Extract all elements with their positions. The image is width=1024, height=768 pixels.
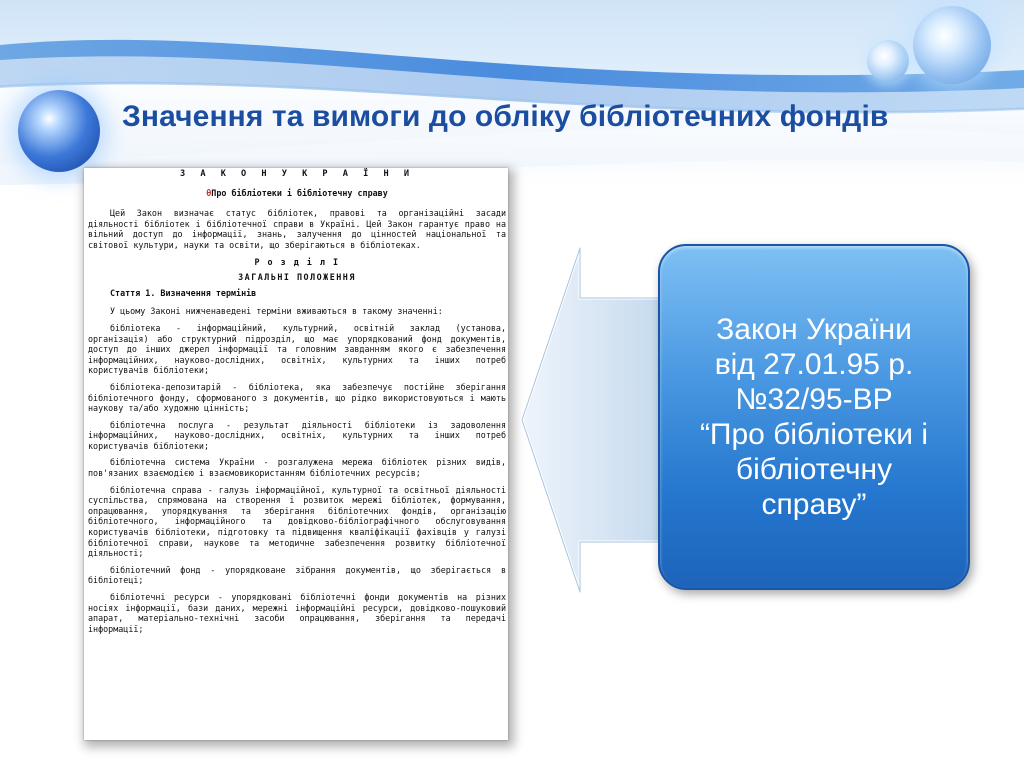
document-title: З А К О Н У К Р А Ї Н И: [180, 169, 414, 179]
document-paragraph: У цьому Законі нижченаведені терміни вживаються в такому значенні:: [110, 306, 443, 317]
decorative-sphere-small: [867, 40, 909, 82]
document-paragraph: бібліотечна послуга - результат діяльності бібліотеки із задоволення інформаційних, науково-дослідних, освітніх, культурних та інших потреб користувачів бібліотеки;: [88, 419, 506, 451]
document-paragraph: бібліотечний фонд - упорядковане зібрання документів, що зберігається в бібліотеці;: [88, 564, 506, 586]
callout-line: справу”: [761, 488, 867, 521]
document-paragraph: бібліотечна справа - галузь інформаційної, культурної та освітньої діяльності суспільства, спрямована на створення і розвиток мережі бібліотек, формування, опрацювання, упорядкування та зберігання бібліотечних фондів, організацію бібліотечного, інформаційного та довідково-бібліографічного обслуговування користувачів бібліотеки, підготовку та підвищення кваліфікації фахівців у галузі бібліотечної справи, наукове та методичне забезпечення розвитку бібліотечної діяльності;: [88, 484, 506, 559]
callout-arrow: [508, 240, 668, 600]
document-paragraph: бібліотечна система України - розгалужена мережа бібліотек різних видів, пов'язаних взаємодією і взаємовикористанням бібліотечних ресурсів;: [88, 457, 506, 479]
slide-title: Значення та вимоги до обліку бібліотечних фондів: [122, 100, 889, 133]
callout-line: Закон України: [716, 313, 912, 346]
callout-line: “Про бібліотеки і: [699, 418, 929, 451]
callout-line: бібліотечну: [735, 453, 893, 486]
decorative-sphere-medium: [913, 6, 991, 84]
law-document-scan: [84, 168, 508, 740]
document-article: Стаття 1. Визначення термінів: [110, 287, 257, 298]
decorative-sphere-large: [18, 90, 100, 172]
document-paragraph: бібліотека - інформаційний, культурний, освітній заклад (установа, організація) або структурний підрозділ, що має упорядкований фонд документів, доступ до інших джерел інформації та головним завданням якого є забезпечення інформаційних, науково-дослідних, освітніх, культурних та інших потреб користувачів бібліотеки;: [88, 322, 506, 376]
header-background: [0, 0, 1024, 185]
callout-line: №32/95-ВР: [735, 383, 893, 416]
document-subtitle-line: [88, 188, 506, 199]
law-document-text: [88, 168, 506, 640]
callout-line: від 27.01.95 р.: [714, 348, 914, 381]
document-subtitle-mark: θ: [206, 187, 212, 198]
document-subtitle: Про бібліотеки і бібліотечну справу: [211, 187, 388, 198]
law-reference-callout: [658, 244, 970, 590]
document-intro: Цей Закон визначає статус бібліотек, правові та організаційні засади діяльності бібліотек і бібліотечної справи в Україні. Цей Закон гарантує право на вільний доступ до інформації, знань, залучення до цінностей національної та світової культури, науки та освіти, що зберігаються в бібліотеках.: [88, 208, 506, 250]
document-paragraph: бібліотечні ресурси - упорядковані бібліотечні фонди документів на різних носіях інформації, бази даних, мережні інформаційні ресурси, довідково-пошуковий апарат, матеріально-технічні засоби опрацювання, зберігання та передачі інформації;: [88, 592, 506, 634]
document-section-title: ЗАГАЛЬНІ ПОЛОЖЕННЯ: [238, 272, 356, 283]
document-section: Р о з д і л I: [254, 256, 340, 267]
document-paragraph: бібліотека-депозитарій - бібліотека, яка забезпечує постійне зберігання бібліотечного фонду, сформованого з документів, що рідко використовуються і мають наукову та/або художню цінність;: [88, 381, 506, 414]
